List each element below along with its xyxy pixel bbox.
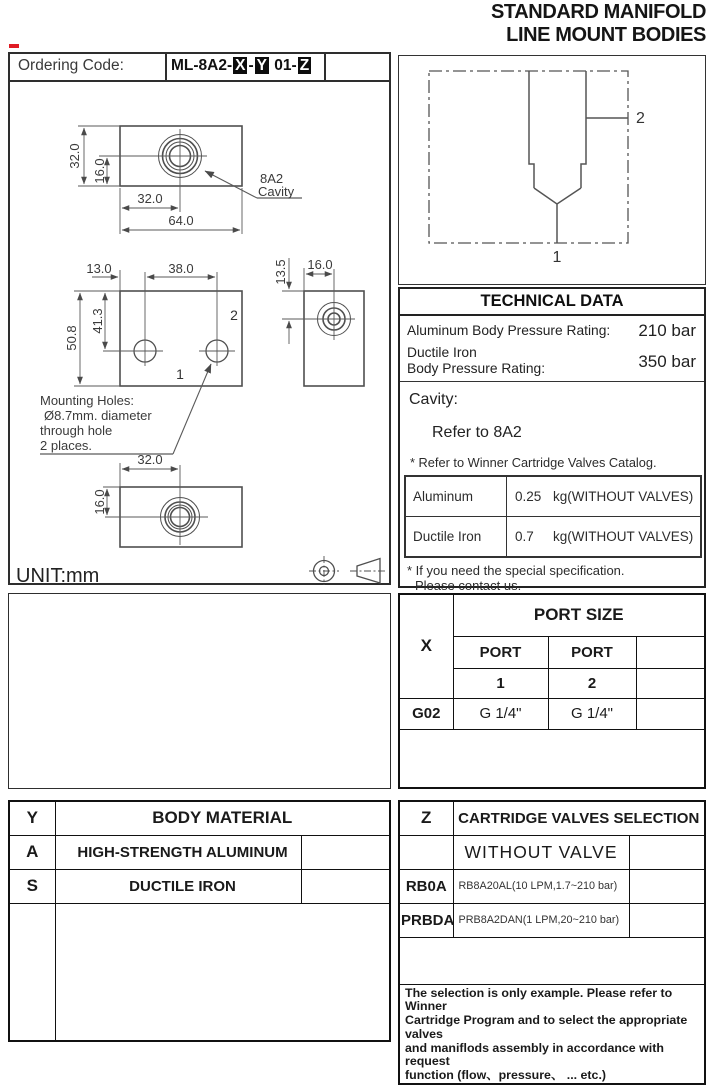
dim-50-8: 50.8 bbox=[64, 325, 79, 351]
bottom-view-dimension-text bbox=[92, 452, 163, 515]
empty-cell bbox=[399, 729, 705, 788]
cavity-callout-line1: 8A2 bbox=[260, 171, 284, 186]
cartridge-valve-row bbox=[399, 903, 705, 937]
weight-value: 0.25 bbox=[515, 489, 542, 504]
empty-cell bbox=[301, 835, 390, 869]
body-material-fill-row bbox=[9, 903, 390, 1041]
selection-note-line3: and maniflods assembly in accordance with request bbox=[405, 1040, 664, 1069]
weight-unit: kg(WITHOUT VALVES) bbox=[553, 489, 694, 504]
port-size-fill-row bbox=[399, 729, 705, 788]
cartridge-fill-row bbox=[399, 937, 705, 984]
schematic-port1-label: 1 bbox=[552, 249, 562, 266]
dim-16-left: 16.0 bbox=[92, 158, 107, 184]
front-port2-label: 2 bbox=[230, 307, 238, 323]
empty-cell bbox=[399, 835, 453, 869]
special-note-line1: * If you need the special specification. bbox=[407, 563, 625, 578]
aluminum-pressure-row bbox=[400, 316, 704, 341]
technical-data-header: TECHNICAL DATA bbox=[400, 289, 704, 316]
mounting-note-line1: Mounting Holes: bbox=[40, 393, 134, 408]
empty-cell bbox=[399, 937, 705, 984]
dim-16-bottomview: 16.0 bbox=[92, 489, 107, 515]
port-size-code-header: X bbox=[399, 594, 453, 698]
side-view-dimension-text bbox=[273, 257, 333, 285]
selection-note-line4: function (flow、pressure、 ... etc.) bbox=[405, 1068, 607, 1083]
aluminum-pressure-label: Aluminum Body Pressure Rating: bbox=[407, 323, 611, 338]
code-z-placeholder: Z bbox=[299, 57, 310, 74]
code-mid: 01- bbox=[270, 57, 297, 74]
port-size-header-row bbox=[399, 594, 705, 636]
cartridge-header-row bbox=[399, 801, 705, 835]
weight-row-ductile bbox=[405, 517, 701, 558]
weight-table bbox=[404, 475, 702, 558]
port2-number: 2 bbox=[548, 668, 636, 698]
dim-32-left: 32.0 bbox=[67, 143, 82, 169]
port-size-data-row bbox=[399, 698, 705, 729]
ductile-pressure-value: 350 bar bbox=[638, 352, 696, 371]
port-size-table bbox=[398, 593, 706, 789]
weight-material: Aluminum bbox=[405, 476, 507, 517]
red-edit-mark bbox=[9, 44, 19, 48]
empty-cell bbox=[629, 903, 705, 937]
body-material-table bbox=[8, 800, 391, 1042]
technical-data-panel bbox=[398, 287, 706, 593]
dim-13: 13.0 bbox=[86, 261, 112, 276]
schematic-port2-label: 2 bbox=[636, 110, 645, 127]
aluminum-pressure-value: 210 bar bbox=[638, 321, 696, 340]
port1-number: 1 bbox=[453, 668, 548, 698]
valve-description: PRB8A2DAN(1 LPM,20~210 bar) bbox=[453, 903, 629, 937]
material-code: S bbox=[9, 869, 55, 903]
ductile-label-line2: Body Pressure Rating: bbox=[407, 361, 546, 376]
ductile-pressure-row bbox=[400, 341, 704, 377]
mounting-note-line4: 2 places. bbox=[40, 438, 93, 453]
port1-label: PORT bbox=[453, 636, 548, 668]
code-dash: - bbox=[248, 57, 254, 74]
unit-label: UNIT:mm bbox=[16, 565, 100, 587]
cartridge-valve-row bbox=[399, 869, 705, 903]
body-material-header-row bbox=[9, 801, 390, 835]
empty-cell bbox=[9, 903, 55, 1041]
weight-row-aluminum bbox=[405, 476, 701, 517]
without-valve-option: WITHOUT VALVE bbox=[453, 835, 629, 869]
selection-note-row bbox=[399, 984, 705, 1084]
cartridge-code-header: Z bbox=[399, 801, 453, 835]
mounting-note-line3: through hole bbox=[40, 423, 113, 438]
selection-note-line1: The selection is only example. Please refer to Winner bbox=[405, 985, 673, 1014]
code-prefix: ML-8A2- bbox=[171, 57, 233, 74]
dim-32-bottom: 32.0 bbox=[137, 191, 163, 206]
empty-panel bbox=[8, 593, 391, 789]
page-title bbox=[491, 1, 706, 47]
cavity-value: Refer to 8A2 bbox=[432, 424, 522, 441]
front-port1-label: 1 bbox=[176, 366, 184, 382]
empty-cell bbox=[636, 668, 705, 698]
body-material-row bbox=[9, 835, 390, 869]
port-size-title: PORT SIZE bbox=[453, 594, 705, 636]
valve-description: RB8A20AL(10 LPM,1.7~210 bar) bbox=[453, 869, 629, 903]
ordering-code-row bbox=[10, 54, 389, 82]
weight-unit: kg(WITHOUT VALVES) bbox=[553, 529, 694, 544]
valve-code: PRBDA bbox=[399, 903, 453, 937]
material-code: A bbox=[9, 835, 55, 869]
title-line2: LINE MOUNT BODIES bbox=[506, 24, 706, 46]
port2-size: G 1/4" bbox=[548, 698, 636, 729]
valve-code: RB0A bbox=[399, 869, 453, 903]
drawing-panel bbox=[8, 52, 391, 585]
code-x-placeholder: X bbox=[235, 57, 246, 74]
schematic-panel bbox=[398, 55, 706, 285]
empty-cell bbox=[636, 698, 705, 729]
ductile-pressure-label bbox=[407, 344, 545, 377]
cartridge-cavity-shape bbox=[529, 71, 628, 243]
weight-value: 0.7 bbox=[515, 529, 534, 544]
cartridge-valves-table bbox=[398, 800, 706, 1085]
dim-38: 38.0 bbox=[168, 261, 194, 276]
port1-size: G 1/4" bbox=[453, 698, 548, 729]
dim-41-3: 41.3 bbox=[90, 308, 105, 334]
ductile-label-line1: Ductile Iron bbox=[407, 345, 477, 360]
title-line1: STANDARD MANIFOLD bbox=[490, 1, 706, 23]
port2-label: PORT bbox=[548, 636, 636, 668]
dim-32-bottomview: 32.0 bbox=[137, 452, 163, 467]
cavity-schematic bbox=[399, 56, 704, 283]
body-material-code-header: Y bbox=[9, 801, 55, 835]
mounting-note-line2: Ø8.7mm. diameter bbox=[44, 408, 152, 423]
empty-cell bbox=[629, 835, 705, 869]
weight-value-cell bbox=[507, 476, 702, 517]
ordering-code-empty-cell bbox=[326, 54, 389, 80]
port-size-code: G02 bbox=[399, 698, 453, 729]
dim-13-5: 13.5 bbox=[273, 259, 288, 285]
empty-cell bbox=[629, 869, 705, 903]
empty-cell bbox=[636, 636, 705, 668]
body-material-row bbox=[9, 869, 390, 903]
weight-material: Ductile Iron bbox=[405, 517, 507, 558]
cavity-label: Cavity: bbox=[409, 391, 458, 408]
material-name: HIGH-STRENGTH ALUMINUM bbox=[55, 835, 301, 869]
dimension-drawings bbox=[10, 82, 389, 585]
without-valve-row bbox=[399, 835, 705, 869]
dim-16-side: 16.0 bbox=[307, 257, 333, 272]
ordering-code-label: Ordering Code: bbox=[10, 54, 167, 80]
special-specification-note bbox=[400, 558, 704, 593]
special-note-line2: Please contact us. bbox=[415, 578, 522, 593]
empty-cell bbox=[301, 869, 390, 903]
body-material-title: BODY MATERIAL bbox=[55, 801, 390, 835]
catalog-note: * Refer to Winner Cartridge Valves Catalog. bbox=[410, 455, 657, 470]
selection-note bbox=[399, 984, 705, 1084]
selection-note-line2: Cartridge Program and to select the appropriate valves bbox=[405, 1013, 688, 1041]
cartridge-title: CARTRIDGE VALVES SELECTION bbox=[453, 801, 705, 835]
code-y-placeholder: Y bbox=[256, 57, 267, 74]
weight-value-cell bbox=[507, 517, 702, 558]
empty-cell bbox=[55, 903, 390, 1041]
ordering-code-value bbox=[167, 54, 326, 80]
third-angle-projection-icon bbox=[309, 556, 386, 585]
dim-64: 64.0 bbox=[168, 213, 194, 228]
material-name: DUCTILE IRON bbox=[55, 869, 301, 903]
cavity-callout-line2: Cavity bbox=[258, 184, 295, 199]
